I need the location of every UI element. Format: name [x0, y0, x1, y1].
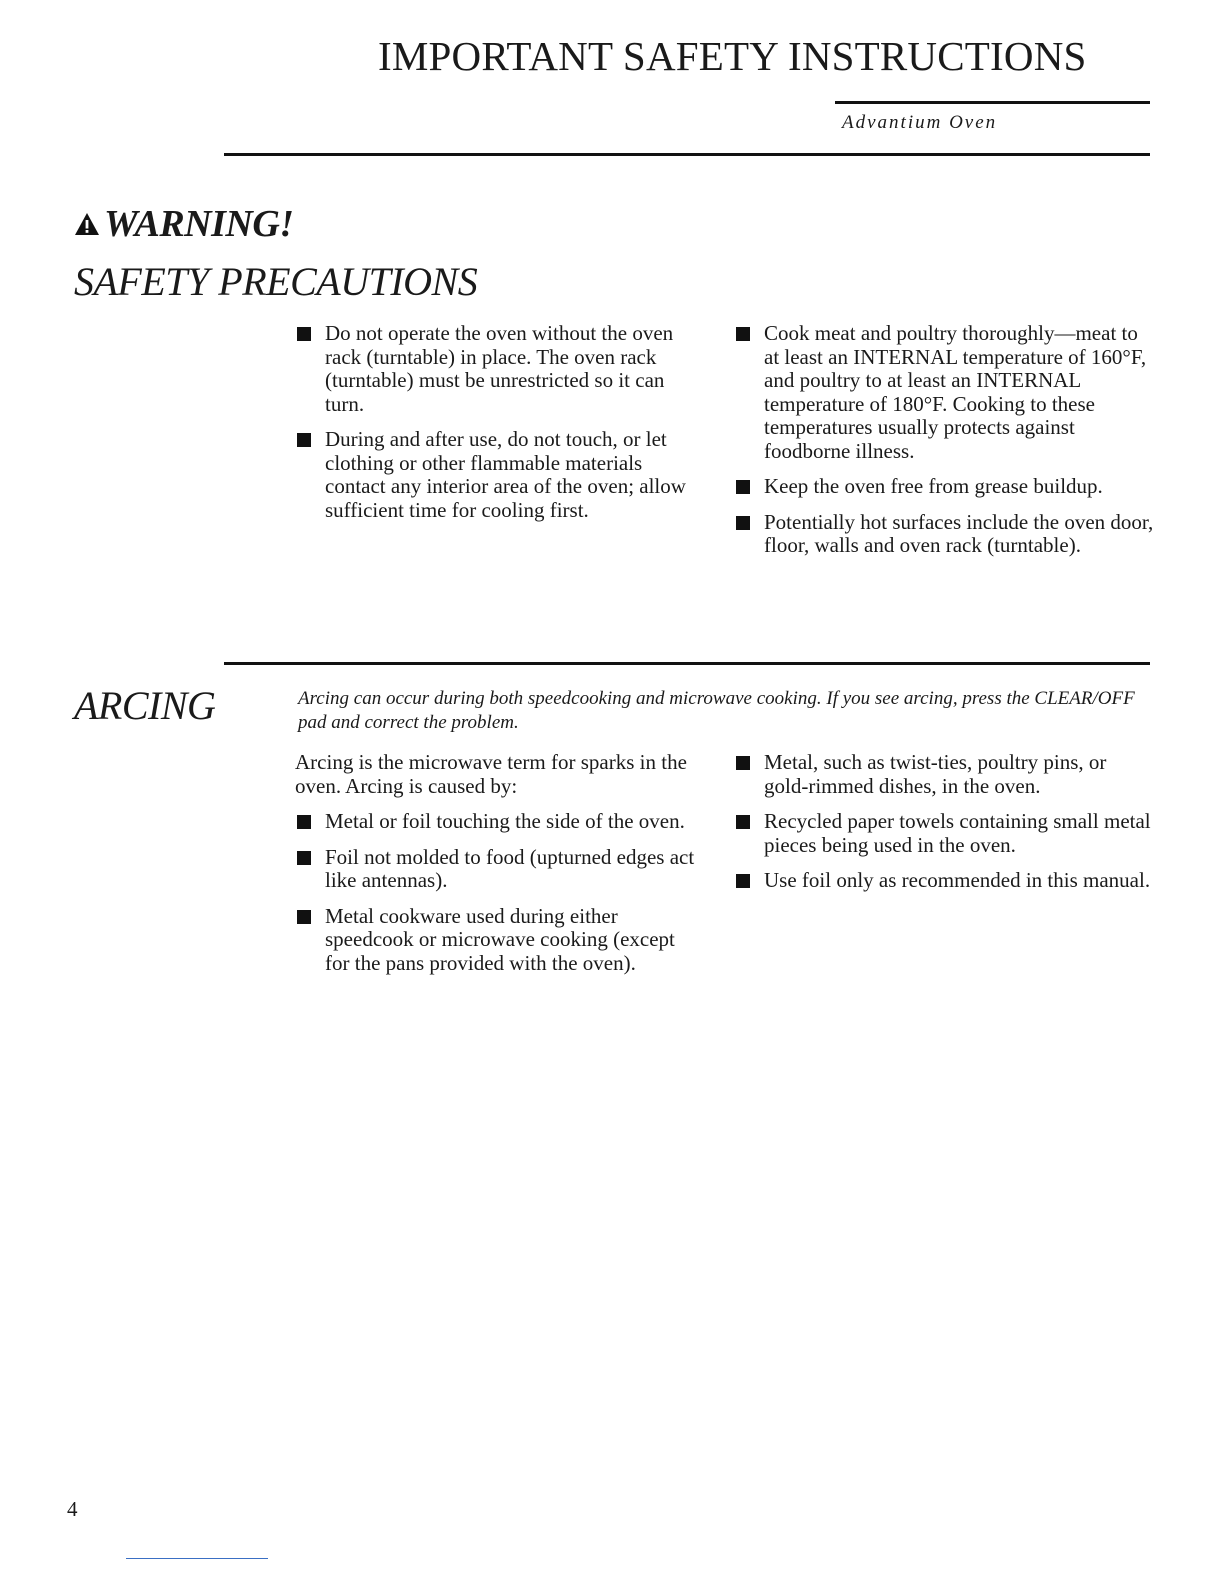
list-item: Metal cookware used during either speedcook or microwave cooking (except for the pans provided with the oven). — [295, 905, 695, 976]
arcing-right-column — [734, 751, 1154, 905]
list-item: Use foil only as recommended in this manual. — [734, 869, 1154, 893]
list-item: Foil not molded to food (upturned edges act like antennas). — [295, 846, 695, 893]
arcing-intro: Arcing can occur during both speedcooking and microwave cooking. If you see arcing, press the CLEAR/OFF pad and correct the problem. — [298, 688, 1135, 733]
arcing-paragraph: Arcing is the microwave term for sparks in the oven. Arcing is caused by: — [295, 750, 687, 798]
subtitle-rule — [835, 101, 1150, 104]
header-divider — [224, 153, 1150, 156]
arcing-left-column — [295, 751, 695, 987]
safety-precautions-heading: SAFETY PRECAUTIONS — [74, 259, 478, 304]
bullet-square-icon — [736, 874, 750, 888]
bullet-square-icon — [297, 851, 311, 865]
list-item: Cook meat and poultry thoroughly—meat to at least an INTERNAL temperature of 160°F, and poultry to at least an INTERNAL temperature of 180°F. Cooking to these temperatures usually protects against foodborne illness. — [734, 322, 1154, 463]
bullet-square-icon — [297, 433, 311, 447]
list-item: Metal, such as twist-ties, poultry pins, or gold-rimmed dishes, in the oven. — [734, 751, 1154, 798]
bullet-square-icon — [297, 327, 311, 341]
warning-label: WARNING! — [104, 203, 294, 245]
page-title: IMPORTANT SAFETY INSTRUCTIONS — [378, 33, 1087, 79]
bullet-square-icon — [297, 815, 311, 829]
safety-right-column — [734, 322, 1154, 570]
list-item: Do not operate the oven without the oven rack (turntable) in place. The oven rack (turntable) must be unrestricted so it can turn. — [295, 322, 695, 416]
arcing-heading: ARCING — [74, 683, 216, 728]
bullet-square-icon — [736, 516, 750, 530]
bullet-square-icon — [736, 815, 750, 829]
footer-rule — [126, 1558, 268, 1559]
bullet-square-icon — [736, 756, 750, 770]
list-item: Metal or foil touching the side of the oven. — [295, 810, 695, 834]
list-item: During and after use, do not touch, or let clothing or other flammable materials contact any interior area of the oven; allow sufficient time for cooling first. — [295, 428, 695, 522]
list-item: Keep the oven free from grease buildup. — [734, 475, 1154, 499]
page-number: 4 — [67, 1497, 78, 1521]
list-item: Potentially hot surfaces include the oven door, floor, walls and oven rack (turntable). — [734, 511, 1154, 558]
bullet-square-icon — [736, 480, 750, 494]
warning-triangle-icon — [74, 202, 100, 246]
bullet-square-icon — [297, 910, 311, 924]
section-divider — [224, 662, 1150, 665]
list-item: Recycled paper towels containing small metal pieces being used in the oven. — [734, 810, 1154, 857]
document-subtitle: Advantium Oven — [842, 112, 998, 133]
safety-left-column — [295, 322, 695, 534]
warning-heading — [74, 202, 294, 249]
bullet-square-icon — [736, 327, 750, 341]
